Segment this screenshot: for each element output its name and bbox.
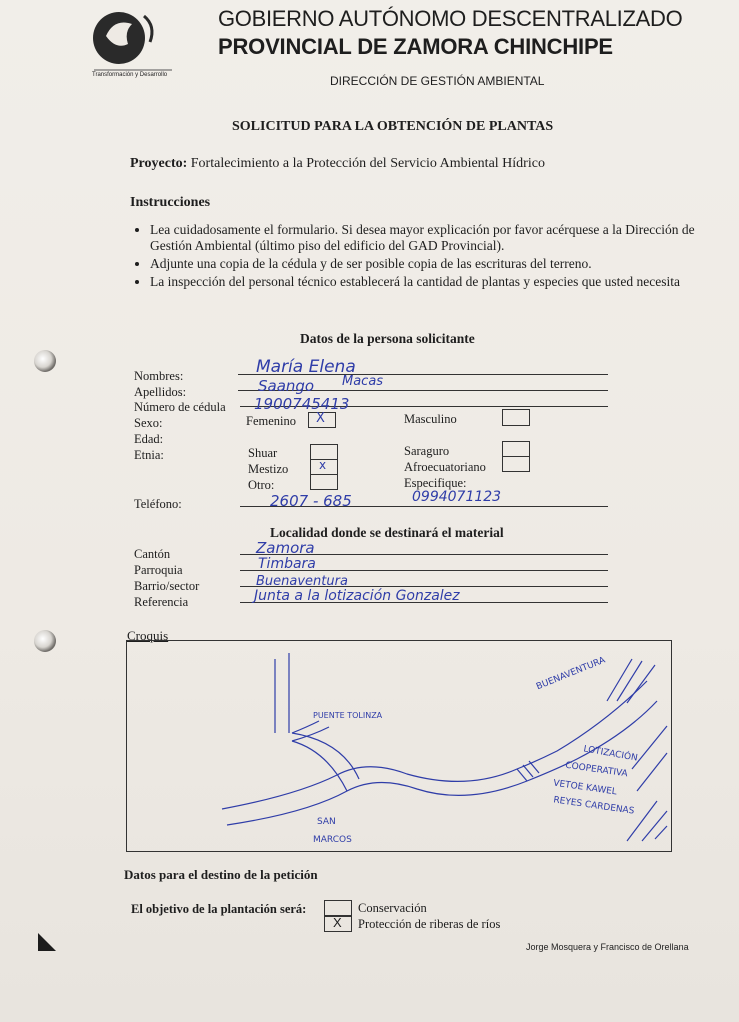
value-telefono2: 0994071123 — [412, 489, 502, 505]
gad-logo — [84, 6, 174, 76]
mestizo-mark: x — [319, 458, 327, 472]
checkbox-afro[interactable] — [502, 456, 530, 472]
instruction-item: • Lea cuidadosamente el formulario. Si desea mayor explicación por favor acérquese a la Dirección de Gestión Ambiental (último piso del edificio del GAD Provincial). — [150, 222, 698, 254]
option-saraguro: Saraguro — [404, 444, 450, 458]
punch-hole-top — [34, 350, 56, 372]
label-parroquia: Parroquia — [134, 563, 183, 577]
annotation-buenaventura: BUENAVENTURA — [535, 655, 607, 693]
value-canton: Zamora — [256, 539, 315, 557]
option-shuar: Shuar — [248, 446, 278, 460]
option-conservacion: Conservación — [358, 901, 427, 915]
option-mestizo: Mestizo — [248, 462, 289, 476]
femenino-mark: X — [316, 411, 325, 426]
checkbox-saraguro[interactable] — [502, 441, 530, 457]
instructions-title: Instrucciones — [130, 195, 211, 210]
value-telefono1: 2607 - 685 — [270, 492, 352, 510]
checkbox-conservacion[interactable] — [324, 900, 352, 916]
annotation-san: SAN — [317, 817, 336, 827]
checkbox-masculino[interactable] — [502, 409, 530, 426]
annotation-reyes: REYES CARDENAS — [552, 795, 635, 817]
croquis-box — [126, 640, 672, 852]
checkbox-otro[interactable] — [310, 474, 338, 490]
option-otro: Otro: — [248, 478, 275, 492]
annotation-puente: PUENTE TOLINZA — [313, 711, 383, 720]
value-parroquia: Timbara — [258, 556, 316, 572]
label-barrio: Barrio/sector — [134, 579, 200, 593]
option-proteccion: Protección de riberas de ríos — [358, 917, 501, 931]
value-referencia: Junta a la lotización Gonzalez — [254, 588, 460, 604]
annotation-lotizacion: LOTIZACIÓN — [582, 744, 639, 764]
instruction-item: • La inspección del personal técnico establecerá la cantidad de plantas y especies que usted necesita — [150, 274, 698, 290]
value-barrio: Buenaventura — [256, 574, 348, 589]
croquis-label: Croquis — [127, 628, 169, 643]
option-masculino: Masculino — [404, 412, 457, 426]
locality-section-title: Localidad donde se destinará el material — [270, 525, 504, 540]
header-line3: DIRECCIÓN DE GESTIÓN AMBIENTAL — [330, 74, 545, 88]
option-femenino: Femenino — [246, 414, 296, 428]
value-cedula: 1900745413 — [254, 395, 350, 413]
header-line1: GOBIERNO AUTÓNOMO DESCENTRALIZADO — [218, 6, 683, 31]
corner-triangle-icon — [38, 933, 56, 951]
instruction-item: • Adjunte una copia de la cédula y de ser posible copia de las escrituras del terreno. — [150, 256, 698, 272]
value-apellido2: Macas — [342, 374, 384, 389]
proteccion-mark: X — [333, 915, 342, 930]
gad-logo-icon — [84, 6, 174, 76]
punch-hole-bottom — [34, 630, 56, 652]
checkbox-proteccion[interactable] — [324, 916, 352, 932]
label-sexo: Sexo: — [134, 416, 163, 430]
project-value: Fortalecimiento a la Protección del Servicio Ambiental Hídrico — [190, 156, 545, 171]
checkbox-femenino[interactable] — [308, 412, 336, 428]
applicant-section-title: Datos de la persona solicitante — [300, 331, 475, 346]
label-apellidos: Apellidos: — [134, 385, 187, 399]
project-label: Proyecto: — [130, 156, 188, 171]
label-referencia: Referencia — [134, 595, 189, 609]
label-cedula: Número de cédula — [134, 400, 226, 414]
checkbox-mestizo[interactable] — [310, 459, 338, 475]
header-line2: PROVINCIAL DE ZAMORA CHINCHIPE — [218, 34, 613, 59]
label-canton: Cantón — [134, 547, 171, 561]
footer-address: Jorge Mosquera y Francisco de Orellana — [526, 942, 689, 952]
label-etnia: Etnia: — [134, 448, 164, 462]
annotation-cooperativa: COOPERATIVA — [564, 760, 629, 780]
objective-label: El objetivo de la plantación será: — [131, 902, 307, 916]
logo-caption: Transformación y Desarrollo — [92, 72, 168, 78]
value-nombres: María Elena — [256, 357, 356, 377]
project-line — [130, 156, 545, 172]
destination-section-title: Datos para el destino de la petición — [124, 867, 318, 882]
option-especifique: Especifique: — [404, 476, 467, 490]
option-afro: Afroecuatoriano — [404, 460, 486, 474]
label-edad: Edad: — [134, 432, 164, 446]
annotation-vetoe: VETOE KAWEL — [552, 778, 618, 798]
label-nombres: Nombres: — [134, 369, 184, 383]
label-telefono: Teléfono: — [134, 497, 182, 511]
instructions-list — [130, 222, 698, 292]
annotation-marcos: MARCOS — [313, 835, 352, 845]
value-apellido1: Saango — [258, 377, 315, 395]
form-title: SOLICITUD PARA LA OBTENCIÓN DE PLANTAS — [232, 119, 554, 134]
